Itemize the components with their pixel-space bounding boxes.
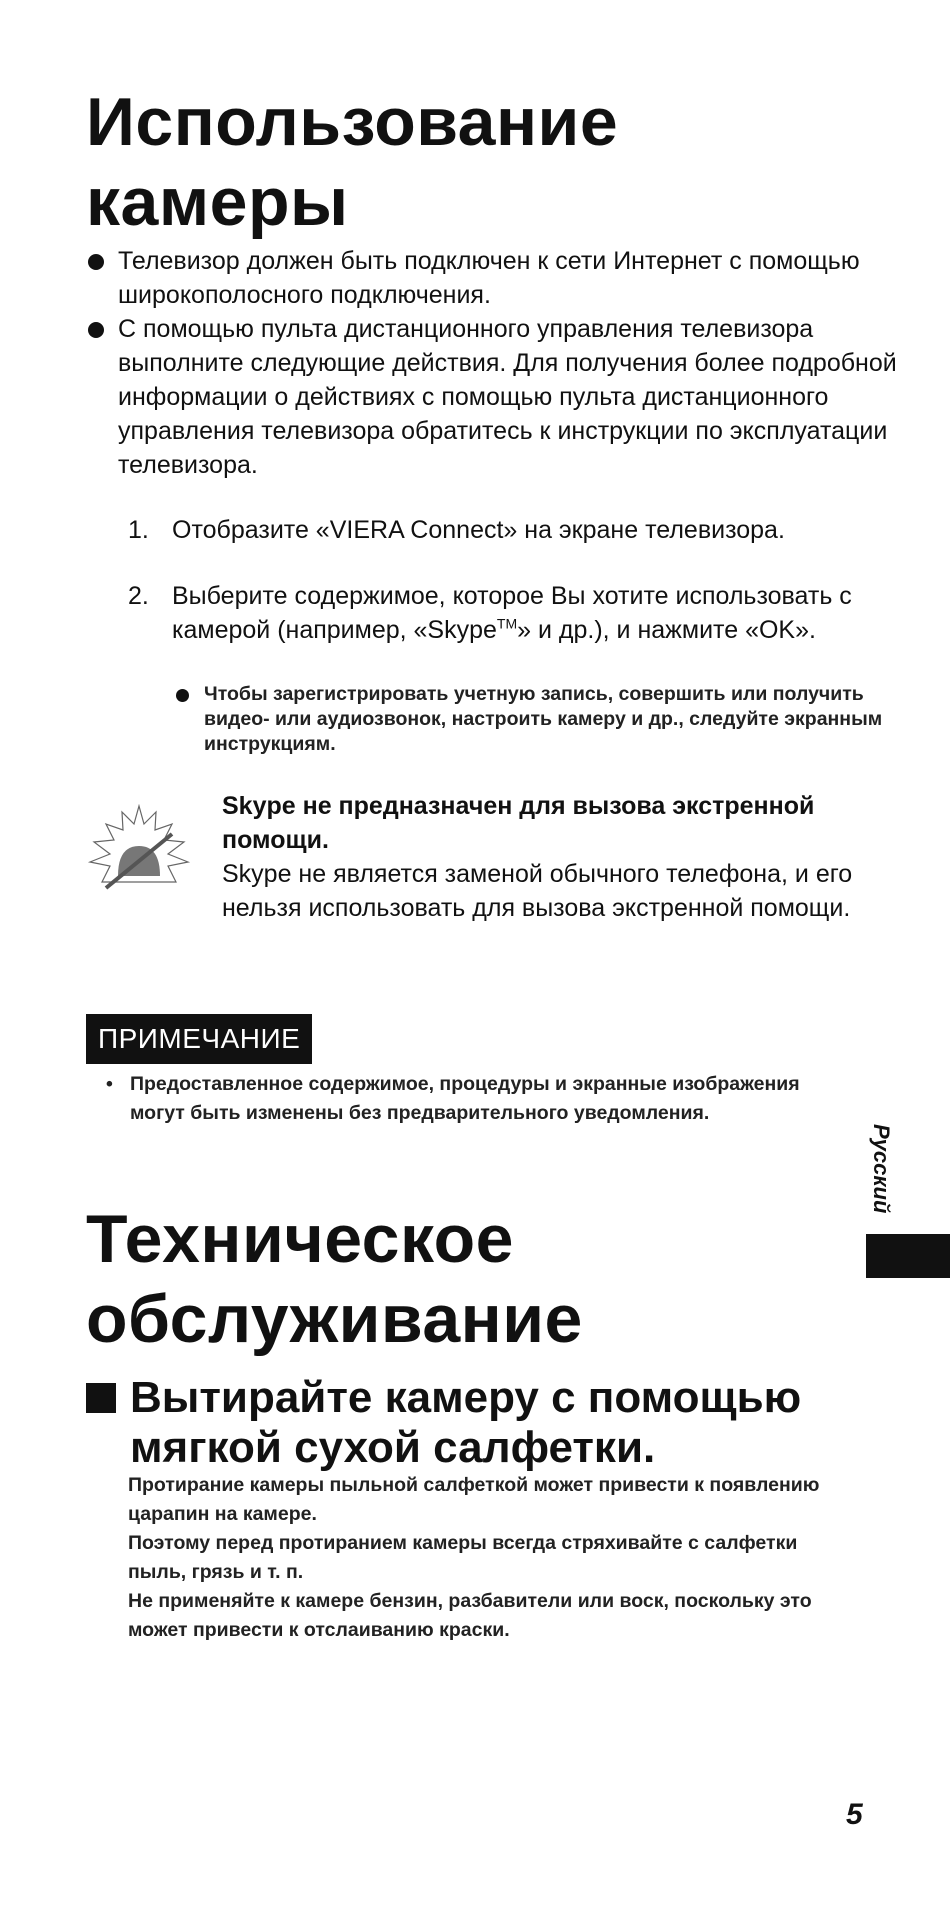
step-text-after: » и др.), и нажмите «OK». [517,616,816,644]
step-text: Отобразите «VIERA Connect» на экране телевизора. [172,516,785,544]
bullet-internet [88,244,918,312]
bullet-text: Телевизор должен быть подключен к сети Интернет с помощью широкополосного подключения. [118,247,860,309]
bullet-text: С помощью пульта дистанционного управления телевизора выполните следующие действия. Для получения более подробной информации о действиях с помощью пульта дистанционного управления телевизора обратитесь к инструкции по эксплуатации телевизора. [118,315,897,479]
subheading-text: Вытирайте камеру с помощью мягкой сухой салфетки. [130,1373,802,1472]
step-2 [128,579,892,647]
page-title-camera-usage [86,82,618,242]
page-number: 5 [846,1798,863,1831]
side-tab-marker [866,1234,950,1278]
emergency-warning [222,789,872,925]
title-line-1: Использование [86,84,619,160]
title-line-2: обслуживание [86,1281,583,1357]
note-text: Предоставленное содержимое, процедуры и экранные изображения могут быть изменены без предварительного уведомления. [130,1073,800,1124]
bullet-dot-icon [88,322,104,338]
title-line-1: Техническое [86,1201,514,1277]
language-side-label [862,1124,902,1234]
square-bullet-icon [86,1383,116,1413]
bullet-dot-icon [88,254,104,270]
note-label: ПРИМЕЧАНИЕ [86,1014,312,1064]
step-1 [128,513,892,547]
trademark-sup: TM [496,615,518,632]
bullet-dot-icon [176,689,189,702]
maintenance-paragraph-1: Протирание камеры пыльной салфеткой может привести к появлению царапин на камере. [128,1474,820,1525]
warning-text: Skype не является заменой обычного телефона, и его нельзя использовать для вызова экстренной помощи. [222,860,853,922]
maintenance-paragraph-2: Поэтому перед протиранием камеры всегда стряхивайте с салфетки пыль, грязь и т. п. [128,1532,798,1583]
maintenance-subheading [86,1373,930,1473]
maintenance-paragraph-3: Не применяйте к камере бензин, разбавители или воск, поскольку это может привести к отслаиванию краски. [128,1590,812,1641]
step-2-sub-bullet [176,682,884,757]
note-bullet-mark: • [106,1073,113,1095]
step-text-before: Выберите содержимое, которое Вы хотите использовать с камерой (например, «Skype [172,582,852,644]
sub-bullet-text: Чтобы зарегистрировать учетную запись, совершить или получить видео- или аудиозвонок, настроить камеру и др., следуйте экранным инструкциям. [204,683,883,755]
step-number: 1. [128,516,149,544]
no-emergency-call-icon [84,804,194,892]
language-label: Русский [869,1124,894,1214]
step-number: 2. [128,582,149,610]
page-title-maintenance [86,1199,583,1359]
bullet-remote [88,312,918,482]
note-item [106,1070,810,1128]
warning-heading: Skype не предназначен для вызова экстренной помощи. [222,792,815,854]
title-line-2: камеры [86,164,349,240]
